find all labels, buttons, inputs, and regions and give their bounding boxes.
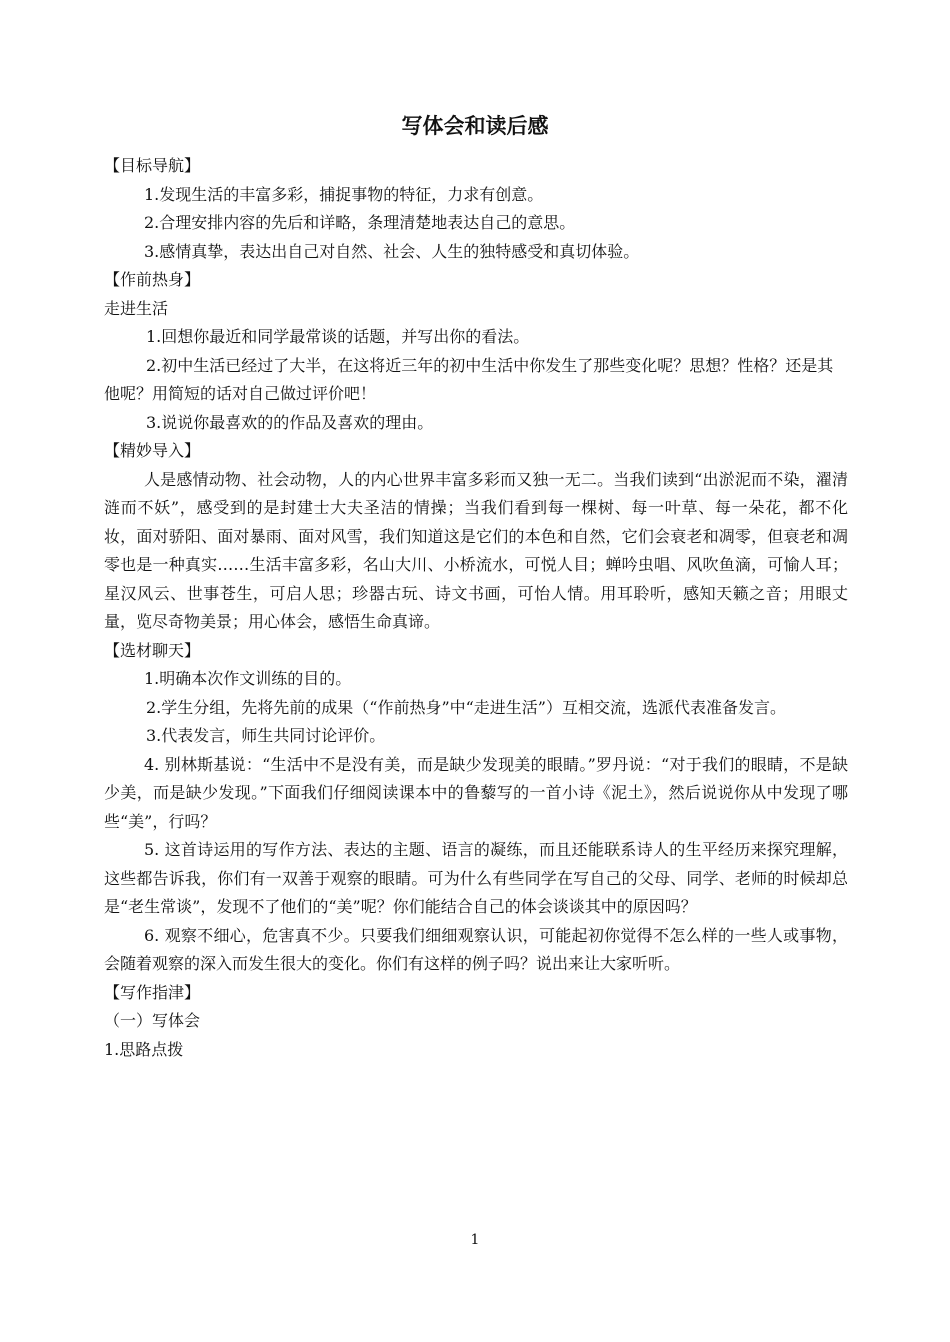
section-heading-intro: 【精妙导入】 <box>104 441 201 460</box>
chat-item: 6. 观察不细心，危害真不少。只要我们细细观察认识，可能起初你觉得不怎么样的一些人或事物，会随着观察的深入而发生很大的变化。你们有这样的例子吗？说出来让大家听听。 <box>104 925 848 973</box>
chat-item: 2.学生分组，先将先前的成果（“作前热身”中“走进生活”）互相交流，选派代表准备发言。 <box>146 697 786 717</box>
section-heading-chat: 【选材聊天】 <box>104 640 201 660</box>
goal-item: 2.合理安排内容的先后和详略，条理清楚地表达自己的意思。 <box>144 213 576 232</box>
chat-item: 1.明确本次作文训练的目的。 <box>144 669 352 688</box>
guide-subheading-2: 1.思路点拨 <box>104 1039 184 1059</box>
section-heading-guide: 【写作指津】 <box>104 982 201 1002</box>
chat-item: 5. 这首诗运用的写作方法、表达的主题、语言的凝练，而且还能联系诗人的生平经历来探究理解，这些都告诉我，你们有一双善于观察的眼睛。可为什么有些同学在写自己的父母、同学、老师的时候却总是“老生常谈”，发现不了他们的“美”呢？你们能结合自己的体会谈谈其中的原因吗？ <box>104 840 848 916</box>
warmup-item: 2.初中生活已经过了大半，在这将近三年的初中生活中你发生了那些变化呢？思想？性格？还是其他呢？用简短的话对自己做过评价吧！ <box>104 355 834 403</box>
document-body <box>104 152 848 1064</box>
warmup-item: 3.说说你最喜欢的的作品及喜欢的理由。 <box>146 412 434 432</box>
warmup-item: 1.回想你最近和同学最常谈的话题，并写出你的看法。 <box>146 327 530 346</box>
chat-item: 4. 别林斯基说：“生活中不是没有美，而是缺少发现美的眼睛。”罗丹说：“对于我们的眼睛，不是缺少美，而是缺少发现。”下面我们仔细阅读课本中的鲁藜写的一首小诗《泥土》，然后说说你从中发现了哪些“美”，行吗？ <box>104 754 848 831</box>
warmup-subheading: 走进生活 <box>104 298 169 318</box>
section-heading-goal: 【目标导航】 <box>104 156 201 175</box>
page-number: 1 <box>470 1232 480 1248</box>
guide-subheading: （一）写体会 <box>104 1011 201 1030</box>
goal-item: 3.感情真挚，表达出自己对自然、社会、人生的独特感受和真切体验。 <box>144 241 640 261</box>
page-title: 写体会和读后感 <box>401 114 549 138</box>
intro-paragraph: 人是感情动物、社会动物，人的内心世界丰富多彩而又独一无二。当我们读到“出淤泥而不染，濯清涟而不妖”，感受到的是封建士大夫圣洁的情操；当我们看到每一棵树、每一叶草、每一朵花，都不化妆，面对骄阳、面对暴雨、面对风雪，我们知道这是它们的本色和自然，它们会衰老和凋零，但衰老和凋零也是一种真实……生活丰富多彩，名山大川、小桥流水，可悦人目；蝉吟虫唱、风吹鱼滴，可愉人耳；星汉风云、世事苍生，可启人思；珍器古玩、诗文书画，可怡人情。用耳聆听，感知天籁之音；用眼丈量，览尽奇物美景；用心体会，感悟生命真谛。 <box>104 469 848 631</box>
goal-item: 1.发现生活的丰富多彩，捕捉事物的特征，力求有创意。 <box>144 184 544 204</box>
chat-item: 3.代表发言，师生共同讨论评价。 <box>146 726 386 745</box>
section-heading-warmup: 【作前热身】 <box>104 270 201 289</box>
